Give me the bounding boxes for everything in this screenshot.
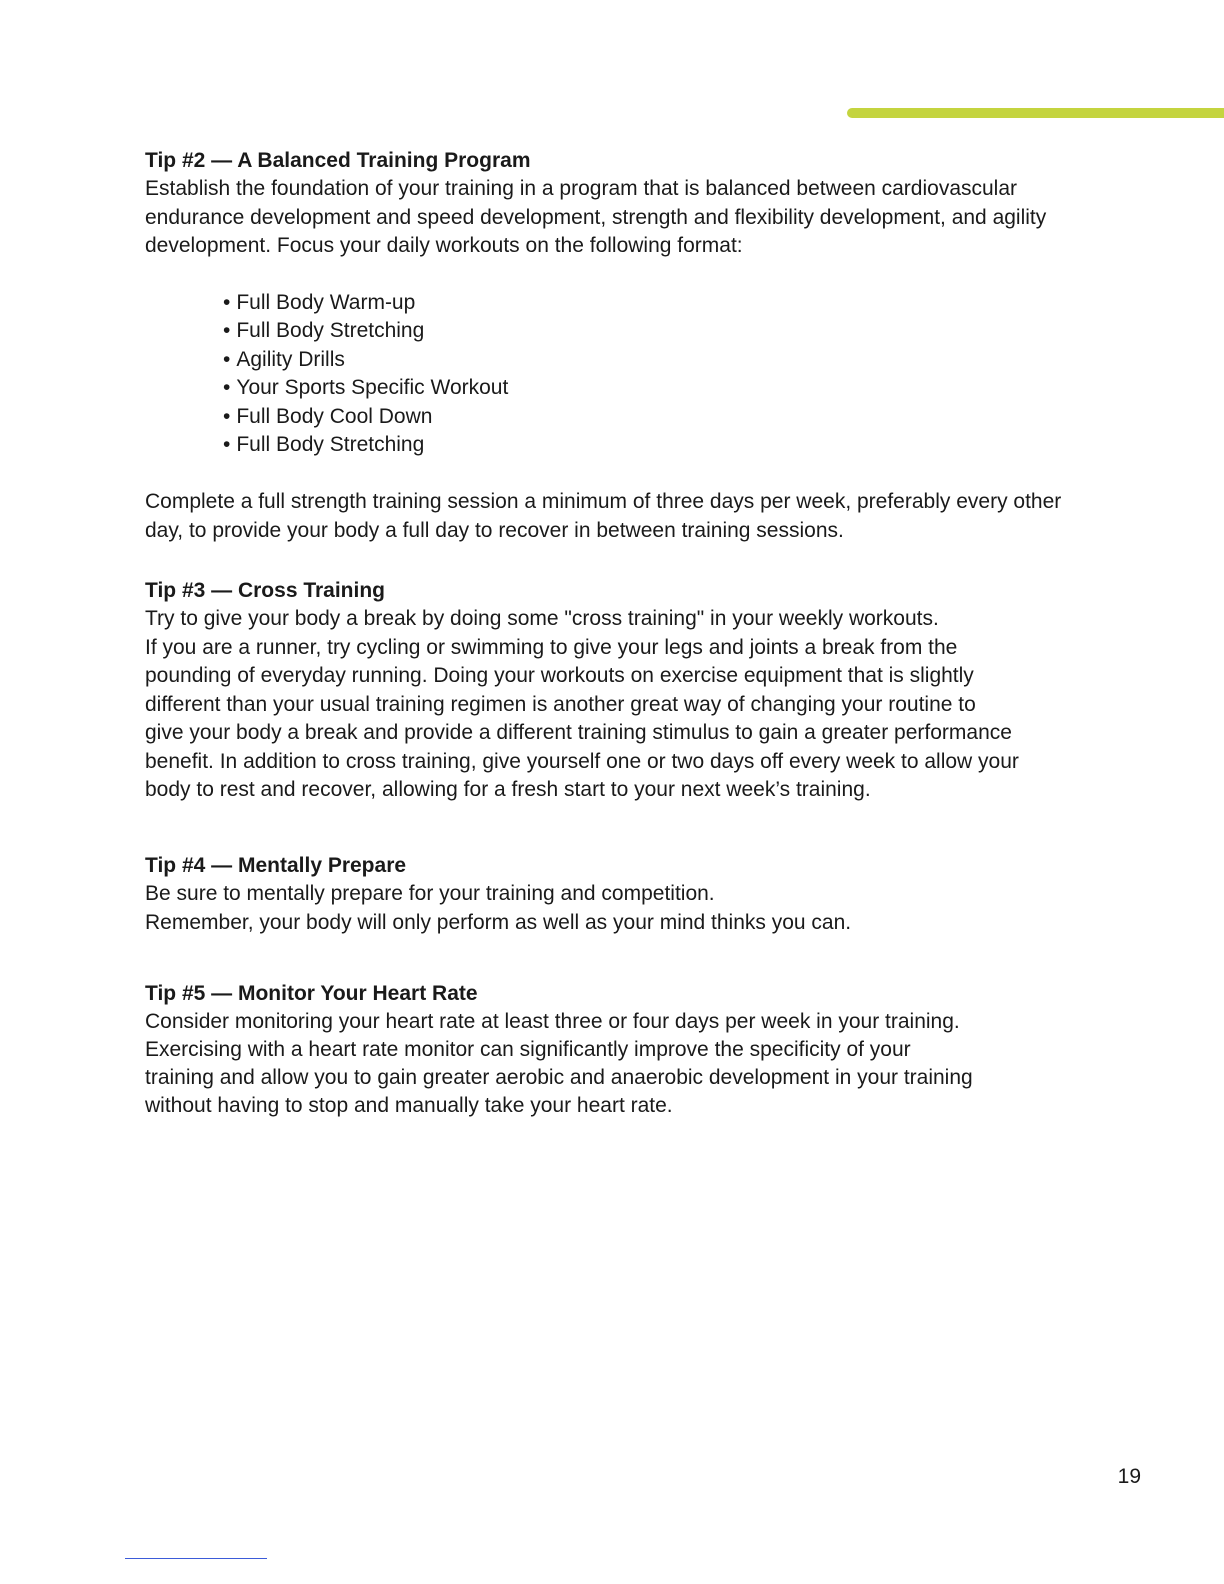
bullet: • (223, 347, 231, 371)
tip-3-title: Tip #3 — Cross Training (145, 579, 386, 602)
list-item-text: Your Sports Specific Workout (236, 376, 509, 400)
list-item (223, 374, 1145, 403)
tip-3-body-line: different than your usual training regimen is another great way of changing your routine to (145, 692, 976, 716)
list-item-text: Full Body Stretching (236, 433, 425, 457)
tip-3-body-line: Try to give your body a break by doing some "cross training" in your weekly workouts. (145, 607, 939, 630)
tip-2-closing-line: day, to provide your body a full day to recover in between training sessions. (145, 518, 844, 542)
workout-format-list (145, 289, 1145, 461)
tip-3-body-line: body to rest and recover, allowing for a fresh start to your next week’s training. (145, 778, 871, 801)
tip-2-closing-line: Complete a full strength training session a minimum of three days per week, preferably every other (145, 490, 1062, 514)
tip-5-body-line: training and allow you to gain greater aerobic and anaerobic development in your training (145, 1066, 973, 1089)
tip-2-intro-line: Establish the foundation of your training in a program that is balanced between cardiovascular (145, 177, 1018, 200)
list-item-text: Full Body Stretching (236, 319, 425, 343)
tip-5-body-line: Exercising with a heart rate monitor can significantly improve the specificity of your (145, 1038, 911, 1061)
spacer (145, 460, 1145, 488)
accent-bar (847, 108, 1224, 118)
bullet: • (223, 376, 231, 400)
page-number: 19 (1117, 1465, 1141, 1488)
tip-2-intro-line: endurance development and speed development, strength and flexibility development, and agility (145, 205, 1047, 229)
list-item (223, 403, 1145, 432)
tip-2-intro-line: development. Focus your daily workouts on the following format: (145, 234, 743, 257)
spacer (145, 261, 1145, 289)
list-item (223, 346, 1145, 375)
footer-line (125, 1558, 267, 1559)
list-item-text: Agility Drills (236, 347, 345, 371)
tip-4-body-line: Remember, your body will only perform as well as your mind thinks you can. (145, 910, 852, 934)
tip-4-title: Tip #4 — Mentally Prepare (145, 854, 407, 877)
list-item (223, 317, 1145, 346)
tip-2-section (145, 146, 1145, 545)
tip-3-body-line: benefit. In addition to cross training, give yourself one or two days off every week to allow your (145, 749, 1019, 773)
tip-3-body-line: give your body a break and provide a different training stimulus to gain a greater performance (145, 721, 1012, 744)
tip-3-section (145, 576, 1145, 805)
tip-3-body-line: If you are a runner, try cycling or swimming to give your legs and joints a break from the (145, 635, 958, 659)
tip-5-section (145, 979, 1145, 1120)
list-item-text: Full Body Cool Down (236, 404, 433, 428)
list-item-text: Full Body Warm-up (236, 290, 416, 314)
bullet: • (223, 404, 231, 428)
list-item (223, 289, 1145, 318)
tip-4-section (145, 851, 1145, 937)
tip-3-body-line: pounding of everyday running. Doing your workouts on exercise equipment that is slightly (145, 664, 974, 687)
tip-5-title: Tip #5 — Monitor Your Heart Rate (145, 982, 478, 1005)
bullet: • (223, 433, 231, 457)
tip-4-body-line: Be sure to mentally prepare for your training and competition. (145, 882, 715, 905)
list-item (223, 431, 1145, 460)
tip-2-title: Tip #2 — A Balanced Training Program (145, 149, 531, 172)
bullet: • (223, 290, 231, 314)
tip-5-body-line: without having to stop and manually take your heart rate. (145, 1094, 673, 1117)
tip-5-body-line: Consider monitoring your heart rate at least three or four days per week in your training. (145, 1010, 960, 1033)
bullet: • (223, 319, 231, 343)
